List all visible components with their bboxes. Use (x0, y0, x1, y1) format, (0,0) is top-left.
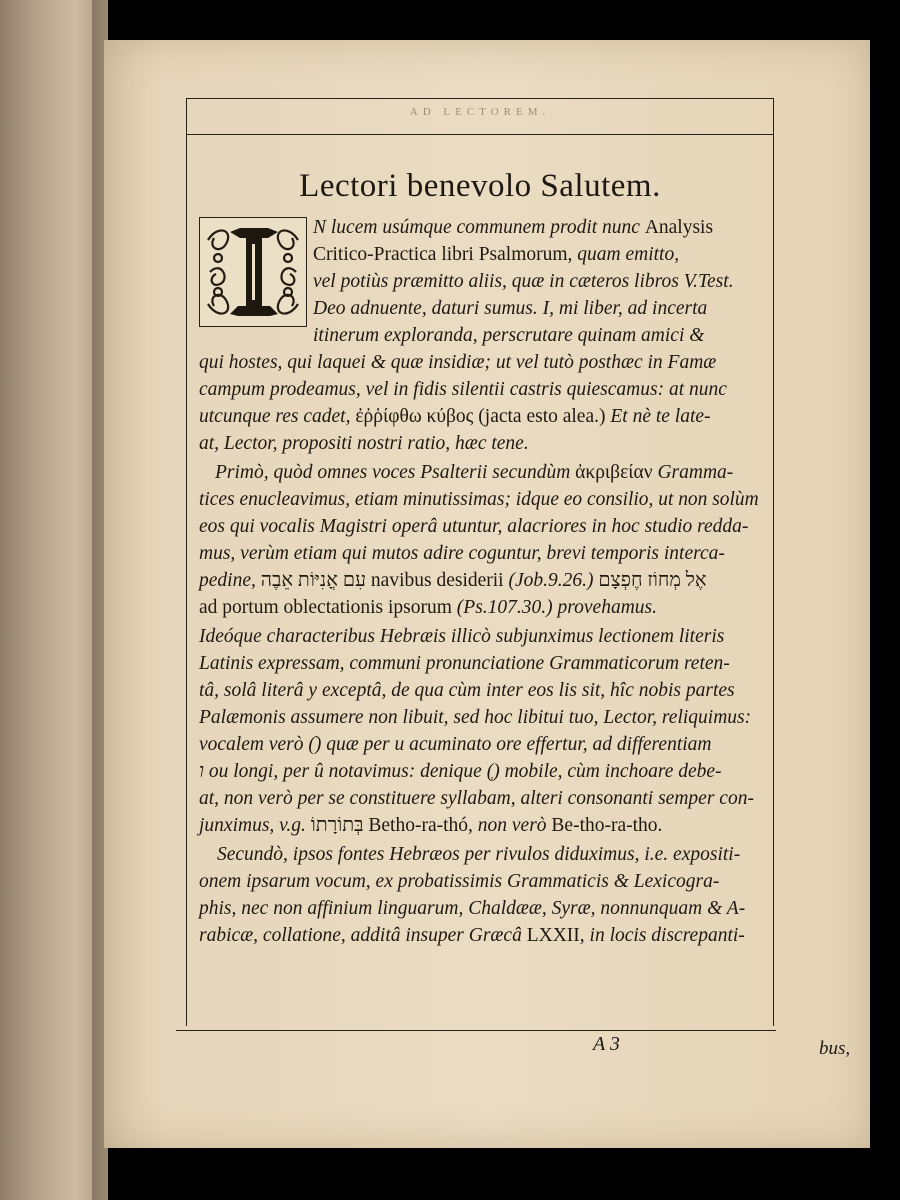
text-line-16 (199, 624, 724, 650)
text-line-24 (217, 842, 740, 868)
text-segment: onem ipsarum vocum, ex probatissimis Grammaticis & Lexicogra- (199, 871, 720, 892)
text-segment: ἀκριβείαν (575, 462, 653, 483)
page-title: Lectori benevolo Salutem. (299, 168, 661, 204)
text-line-14 (199, 568, 707, 594)
text-line-9 (199, 431, 529, 457)
text-line-15 (199, 595, 657, 621)
text-segment: Ideóque characteribus Hebræis illicò subjunximus lectionem literis (199, 626, 725, 647)
text-segment: Secundò, ipsos fontes Hebræos per rivulos diduximus, i.e. expositi- (217, 844, 741, 865)
text-line-26 (199, 896, 745, 922)
text-segment: ἐῤῥίφθω κύβος (355, 406, 474, 427)
text-segment: Critico-Practica libri Psalmorum, (313, 244, 578, 265)
bottom-rule (176, 1030, 776, 1031)
text-line-17 (199, 651, 730, 677)
text-segment: rabicæ, collatione, additâ insuper Græcâ (199, 925, 527, 946)
text-segment: ad portum oblectationis ipsorum (199, 597, 457, 618)
text-segment: Et nè te late- (605, 406, 711, 427)
text-line-19 (199, 705, 751, 731)
text-segment: Latinis expressam, communi pronunciatione Grammaticorum reten- (199, 653, 730, 674)
text-segment: Palæmonis assumere non libuit, sed hoc libitui tuo, Lector, reliquimus: (199, 707, 752, 728)
text-segment: vel potiùs præmitto aliis, quæ in cæteros libros V.Test. (313, 271, 734, 292)
text-segment: Analysis (644, 217, 714, 238)
signature-mark: A 3 (593, 1033, 620, 1055)
text-segment: בְּתוֹרָתוֹ (310, 815, 364, 836)
text-segment: junximus, v.g. (199, 815, 311, 836)
text-line-11 (199, 487, 759, 513)
text-segment: LXXII, (526, 925, 585, 946)
text-segment: (Ps.107.30.) provehamus. (456, 597, 658, 618)
text-line-20 (199, 732, 712, 758)
text-segment: אֶל מְחוֹז חֶפְצָם (593, 570, 707, 591)
text-segment: (jacta esto alea.) (473, 406, 606, 427)
text-line-21 (199, 759, 722, 785)
text-line-12 (199, 514, 748, 540)
text-segment: non verò (472, 815, 552, 836)
running-head: AD LECTOREM. (409, 106, 551, 118)
text-segment: Betho-ra-thó, (363, 815, 473, 836)
text-segment: vocalem verò (ֹ) quæ per u acuminato ore effertur, ad differentiam (199, 734, 712, 755)
text-segment: N lucem usúmque communem prodit nunc (313, 217, 645, 238)
text-line-3 (313, 269, 734, 295)
text-line-25 (199, 869, 719, 895)
text-segment: at, Lector, propositi nostri ratio, hæc tene. (199, 433, 529, 454)
decorated-initial-i-icon (199, 217, 307, 327)
text-segment: utcunque res cadet, (199, 406, 356, 427)
text-line-7 (199, 377, 727, 403)
text-line-18 (199, 678, 735, 704)
text-segment: tices enucleavimus, etiam minutissimas; idque eo consilio, ut non solùm (199, 489, 759, 510)
text-segment: phis, nec non affinium linguarum, Chaldææ, Syræ, nonnunquam & A- (199, 898, 746, 919)
page-frame (186, 98, 851, 1059)
text-line-23 (199, 813, 662, 839)
text-segment: navibus desiderii (366, 570, 509, 591)
text-segment: tâ, solâ literâ y exceptâ, de qua cùm inter eos lis sit, hîc nobis partes (199, 680, 735, 701)
text-segment: eos qui vocalis Magistri operâ utuntur, alacriores in hoc studio redda- (199, 516, 749, 537)
text-segment: Deo adnuente, daturi sumus. I, mi liber, ad incerta (313, 298, 708, 319)
text-segment: itinerum exploranda, perscrutare quinam amici & (313, 325, 705, 346)
ornament-icon (200, 218, 306, 326)
text-segment: in locis discrepanti- (584, 925, 745, 946)
text-line-8 (199, 404, 711, 430)
text-line-27 (199, 923, 745, 949)
text-segment: quam emitto, (577, 244, 680, 265)
text-segment: Primò, quòd omnes voces Psalterii secundùm (215, 462, 576, 483)
text-line-22 (199, 786, 754, 812)
head-rule (187, 134, 773, 135)
catchword: bus, (819, 1038, 851, 1059)
text-line-10 (215, 460, 733, 486)
text-line-4 (313, 296, 707, 322)
text-line-2 (313, 242, 679, 268)
top-rule (187, 98, 773, 99)
text-segment: at, non verò per se constituere syllabam, alteri consonanti semper con- (199, 788, 754, 809)
text-segment: ו ou longi, per û notavimus: denique (ְ) mobile, cùm inchoare debe- (199, 761, 722, 782)
text-line-1 (313, 215, 713, 241)
text-line-6 (199, 350, 716, 376)
text-segment: qui hostes, qui laquei & quæ insidiæ; ut vel tutò posthæc in Famæ (199, 352, 717, 373)
text-line-5 (313, 323, 704, 349)
text-segment: pedine, (199, 570, 261, 591)
text-line-13 (199, 541, 725, 567)
text-segment: mus, verùm etiam qui mutos adire coguntur, brevi temporis interca- (199, 543, 725, 564)
text-segment: campum prodeamus, vel in fidis silentii castris quiescamus: at nunc (199, 379, 727, 400)
book-page (104, 40, 870, 1148)
text-segment: עִם אֳנִיּוֹת אֵבֶה (260, 570, 367, 591)
text-segment: Be-tho-ra-tho. (551, 815, 663, 836)
text-segment: (Job.9.26.) (508, 570, 594, 591)
text-segment: Gramma- (652, 462, 734, 483)
